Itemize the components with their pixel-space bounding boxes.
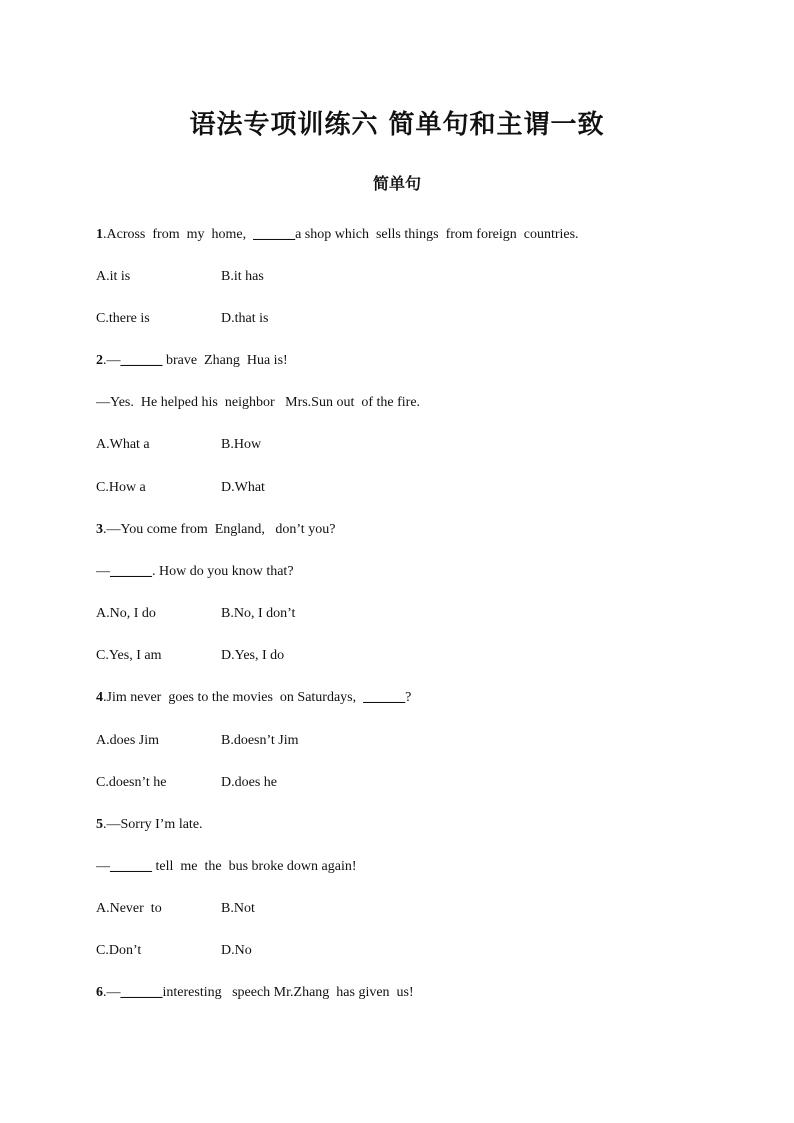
option-d: D.Yes, I do — [221, 648, 285, 663]
question-text: .— — [103, 353, 121, 368]
option-a: A.What a — [96, 437, 150, 452]
option-a: A.Never to — [96, 901, 162, 916]
question-number: 1 — [96, 227, 103, 242]
option-c: C.Don’t — [96, 943, 142, 958]
question-6 — [96, 984, 414, 1002]
question-reply — [96, 858, 357, 876]
question-reply: —Yes. He helped his neighbor Mrs.Sun out of the fire. — [96, 395, 421, 410]
option-b: B.doesn’t Jim — [221, 733, 299, 748]
option-c: C.Yes, I am — [96, 648, 162, 663]
option-c: C.doesn’t he — [96, 775, 167, 790]
option-b: B.No, I don’t — [221, 606, 296, 621]
reply-dash: — — [96, 564, 110, 579]
option-d: D.does he — [221, 775, 277, 790]
reply-text: tell me the bus broke down again! — [152, 859, 357, 874]
option-d: D.What — [221, 480, 265, 495]
question-number: 2 — [96, 353, 103, 368]
question-text: .—Sorry I’m late. — [103, 817, 203, 832]
question-number: 5 — [96, 817, 103, 832]
option-c: C.there is — [96, 311, 150, 326]
reply-text: . How do you know that? — [152, 564, 294, 579]
reply-dash: — — [96, 859, 110, 874]
page-title: 语法专项训练六 简单句和主谓一致 — [189, 110, 605, 140]
option-a: A.does Jim — [96, 733, 159, 748]
question-5 — [96, 816, 203, 834]
answer-blank: ______ — [110, 859, 152, 874]
option-b: B.it has — [221, 269, 264, 284]
option-a: A.No, I do — [96, 606, 156, 621]
question-3 — [96, 521, 335, 539]
question-text: .Jim never goes to the movies on Saturdays, — [103, 690, 364, 705]
option-c: C.How a — [96, 480, 146, 495]
question-number: 6 — [96, 985, 103, 1000]
question-text: ? — [405, 690, 412, 705]
question-text: a shop which sells things from foreign countries. — [295, 227, 579, 242]
question-text: .—You come from England, don’t you? — [103, 522, 336, 537]
question-4 — [96, 689, 411, 707]
answer-blank: ______ — [110, 564, 152, 579]
question-2 — [96, 352, 288, 370]
question-text: brave Zhang Hua is! — [162, 353, 288, 368]
question-text: .— — [103, 985, 121, 1000]
question-number: 4 — [96, 690, 103, 705]
question-text: .Across from my home, — [103, 227, 254, 242]
question-reply — [96, 563, 294, 581]
question-1 — [96, 226, 579, 244]
question-number: 3 — [96, 522, 103, 537]
answer-blank: ______ — [253, 227, 296, 242]
section-subtitle: 简单句 — [372, 174, 421, 193]
answer-blank: ______ — [120, 353, 163, 368]
option-d: D.that is — [221, 311, 269, 326]
option-a: A.it is — [96, 269, 131, 284]
option-b: B.How — [221, 437, 262, 452]
option-b: B.Not — [221, 901, 255, 916]
answer-blank: ______ — [120, 985, 163, 1000]
option-d: D.No — [221, 943, 252, 958]
question-text: interesting speech Mr.Zhang has given us! — [162, 985, 414, 1000]
answer-blank: ______ — [363, 690, 406, 705]
